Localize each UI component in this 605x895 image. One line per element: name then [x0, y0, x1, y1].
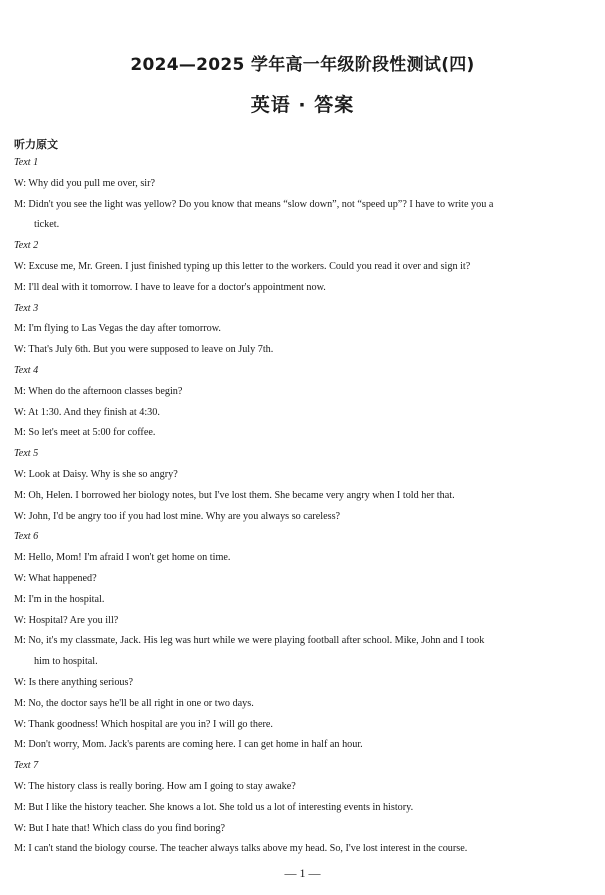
transcript-line: W: What happened? — [14, 572, 97, 584]
transcript-line: M: Oh, Helen. I borrowed her biology notes, but I've lost them. She became very angry when I told her that. — [14, 489, 455, 501]
page-title: 2024—2025 学年高一年级阶段性测试(四) — [130, 55, 475, 75]
transcript-line: W: Hospital? Are you ill? — [14, 614, 119, 626]
page-subtitle: 英语 · 答案 — [250, 94, 355, 116]
transcript-line: M: No, it's my classmate, Jack. His leg was hurt while we were playing football after school. Mike, John and I took — [14, 635, 485, 647]
transcript-line: M: When do the afternoon classes begin? — [14, 385, 183, 397]
text-heading: Text 7 — [14, 760, 39, 772]
transcript-line: M: No, the doctor says he'll be all right in one or two days. — [14, 697, 254, 709]
transcript-line: W: Excuse me, Mr. Green. I just finished typing up this letter to the workers. Could you read it over and sign it? — [14, 260, 471, 272]
transcript-line: W: The history class is really boring. How am I going to stay awake? — [14, 780, 296, 792]
text-heading: Text 5 — [14, 448, 39, 460]
transcript-line: W: John, I'd be angry too if you had lost mine. Why are you always so careless? — [14, 510, 341, 522]
text-heading: Text 2 — [14, 240, 39, 252]
transcript-line: W: That's July 6th. But you were supposed to leave on July 7th. — [14, 344, 274, 356]
transcript-line: M: I'm in the hospital. — [14, 593, 105, 605]
transcript-line: ticket. — [34, 219, 60, 231]
transcript-line: M: But I like the history teacher. She knows a lot. She told us a lot of interesting events in history. — [14, 801, 414, 813]
transcript-line: W: Thank goodness! Which hospital are you in? I will go there. — [14, 718, 273, 730]
text-heading: Text 6 — [14, 531, 39, 543]
transcript-line: M: I'll deal with it tomorrow. I have to leave for a doctor's appointment now. — [14, 281, 326, 293]
transcript-line: M: Didn't you see the light was yellow? Do you know that means “slow down”, not “speed up”? I have to write you a — [14, 198, 494, 210]
section-heading: 听力原文 — [14, 138, 58, 151]
transcript-line: W: At 1:30. And they finish at 4:30. — [14, 406, 160, 418]
text-heading: Text 3 — [14, 302, 39, 314]
transcript-line: M: Hello, Mom! I'm afraid I won't get home on time. — [14, 552, 231, 564]
text-heading: Text 4 — [14, 364, 39, 376]
transcript-line: M: I can't stand the biology course. The teacher always talks above my head. So, I've lost interest in the course. — [14, 843, 468, 855]
transcript-body — [14, 153, 594, 860]
transcript-line: W: Why did you pull me over, sir? — [14, 177, 156, 189]
transcript-line: M: I'm flying to Las Vegas the day after tomorrow. — [14, 323, 221, 335]
transcript-line: W: Look at Daisy. Why is she so angry? — [14, 468, 178, 480]
page-number: — 1 — — [284, 866, 321, 880]
transcript-line: M: Don't worry, Mom. Jack's parents are coming here. I can get home in half an hour. — [14, 739, 363, 751]
transcript-line: M: So let's meet at 5:00 for coffee. — [14, 427, 156, 439]
transcript-line: him to hospital. — [34, 656, 98, 668]
text-heading: Text 1 — [14, 157, 39, 168]
transcript-line: W: Is there anything serious? — [14, 676, 134, 688]
transcript-line: W: But I hate that! Which class do you find boring? — [14, 822, 226, 834]
